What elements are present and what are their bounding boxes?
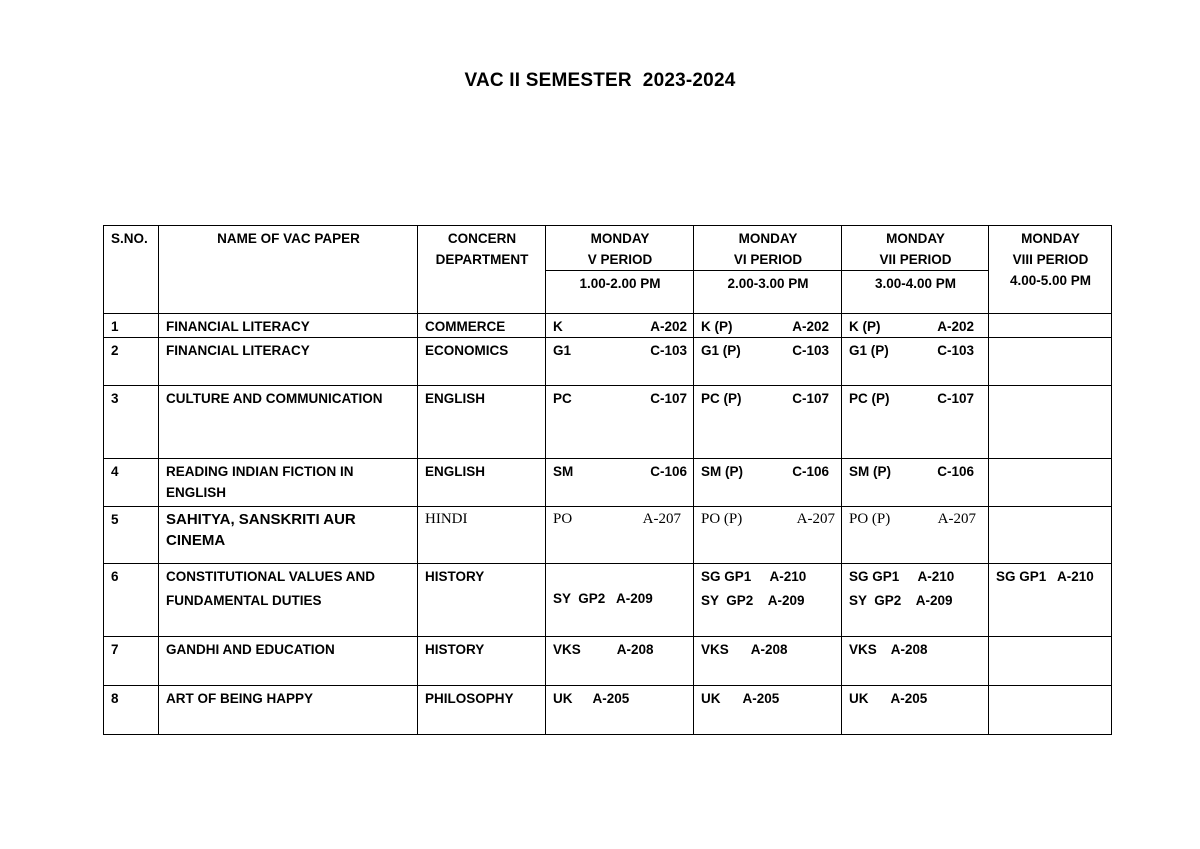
slot-cell [842,637,989,686]
period-label: V PERIOD [587,252,653,267]
room-code: A-205 [890,691,928,706]
room-code: C-107 [792,391,829,406]
room-code: C-103 [792,343,829,358]
department-header [418,226,546,314]
department-header-line1: CONCERN [447,231,517,246]
department-header-line2: DEPARTMENT [435,252,529,267]
slot-line: SG GP1 A-210 [849,569,955,584]
slot-cell-empty [989,314,1112,338]
timetable [103,225,1112,735]
sno-cell: 8 [104,686,159,735]
period-label: VII PERIOD [879,252,952,267]
table-row [104,459,1112,507]
teacher-code: VKS [701,642,729,657]
department-cell: ENGLISH [418,459,546,507]
slot-line: SG GP1 A-210 [996,569,1094,584]
time-label: 1.00-2.00 PM [546,271,694,314]
teacher-code: UK [553,691,573,706]
day-label: MONDAY [886,231,945,246]
room-code: C-103 [937,343,974,358]
room-code: C-106 [650,464,687,479]
period-viii-header [989,226,1112,314]
paper-name-cell: FINANCIAL LITERACY [159,314,418,338]
teacher-code: PC (P) [701,391,742,406]
teacher-code: PC (P) [849,391,890,406]
slot-line: SY GP2 A-209 [849,593,953,608]
teacher-code: VKS [553,642,581,657]
room-code: C-107 [650,391,687,406]
room-code: C-106 [937,464,974,479]
slot-cell [694,338,842,386]
time-label: 2.00-3.00 PM [694,271,842,314]
table-row [104,338,1112,386]
room-code: C-103 [650,343,687,358]
sno-cell: 3 [104,386,159,459]
period-label: VI PERIOD [733,252,803,267]
teacher-code: UK [701,691,721,706]
paper-name-cell: CULTURE AND COMMUNICATION [159,386,418,459]
slot-cell [842,314,989,338]
room-code: A-208 [750,642,788,657]
room-code: A-207 [796,511,835,527]
room-code: A-202 [937,319,974,334]
room-code: A-207 [642,511,681,527]
teacher-code: SM (P) [849,464,891,479]
table-row [104,564,1112,637]
slot-cell [694,686,842,735]
room-code: C-106 [792,464,829,479]
room-code: A-202 [650,319,687,334]
slot-cell-empty [989,637,1112,686]
paper-name-cell [159,564,418,637]
room-code: C-107 [937,391,974,406]
slot-cell [694,637,842,686]
slot-cell [694,314,842,338]
paper-name-cell: ART OF BEING HAPPY [159,686,418,735]
sno-cell: 6 [104,564,159,637]
slot-cell [546,338,694,386]
room-code: A-208 [890,642,928,657]
time-label: 3.00-4.00 PM [842,271,989,314]
slot-cell [546,637,694,686]
table-row [104,507,1112,564]
table-row [104,637,1112,686]
slot-cell [842,459,989,507]
teacher-code: K [553,319,563,334]
room-code: A-202 [792,319,829,334]
paper-name-line1: CONSTITUTIONAL VALUES AND [166,569,375,584]
slot-cell [694,386,842,459]
slot-cell-empty [989,386,1112,459]
teacher-code: UK [849,691,869,706]
slot-cell [546,686,694,735]
table-row [104,686,1112,735]
paper-name-line2: FUNDAMENTAL DUTIES [166,593,322,608]
teacher-code: SM (P) [701,464,743,479]
slot-cell [546,507,694,564]
slot-cell [694,507,842,564]
teacher-code: G1 [553,343,572,358]
time-label: 4.00-5.00 PM [1009,273,1092,288]
teacher-code: PO (P) [701,511,743,527]
sno-header: S.NO. [104,226,159,314]
slot-cell [546,386,694,459]
teacher-code: K (P) [701,319,733,334]
room-code: A-207 [937,511,976,527]
slot-cell [842,507,989,564]
slot-cell [989,564,1112,637]
department-cell: ECONOMICS [418,338,546,386]
teacher-code: SM [553,464,574,479]
room-code: A-208 [616,642,654,657]
slot-cell [546,459,694,507]
slot-cell [842,564,989,637]
slot-cell [546,314,694,338]
department-cell: ENGLISH [418,386,546,459]
room-code: A-205 [592,691,630,706]
slot-cell [842,386,989,459]
period-label: VIII PERIOD [1012,252,1089,267]
sno-cell: 1 [104,314,159,338]
department-cell: COMMERCE [418,314,546,338]
department-cell: HINDI [418,507,546,564]
slot-cell-empty [989,686,1112,735]
paper-name-cell [159,459,418,507]
teacher-code: K (P) [849,319,881,334]
sno-cell: 7 [104,637,159,686]
department-cell: PHILOSOPHY [418,686,546,735]
paper-name-line2: CINEMA [166,532,226,549]
department-cell: HISTORY [418,637,546,686]
slot-cell [694,564,842,637]
header-row [104,226,1112,271]
paper-name-line1: READING INDIAN FICTION IN [166,464,354,479]
slot-line: SY GP2 A-209 [553,591,653,606]
sno-cell: 2 [104,338,159,386]
paper-name-header: NAME OF VAC PAPER [159,226,418,314]
day-label: MONDAY [738,231,798,246]
slot-line: SG GP1 A-210 [701,569,807,584]
teacher-code: G1 (P) [701,343,741,358]
slot-cell [546,564,694,637]
slot-cell [842,338,989,386]
slot-cell [694,459,842,507]
day-label: MONDAY [1021,231,1080,246]
paper-name-line1: SAHITYA, SANSKRITI AUR [166,511,356,528]
page-title: VAC II SEMESTER 2023-2024 [464,70,736,91]
paper-name-cell: GANDHI AND EDUCATION [159,637,418,686]
teacher-code: PC [553,391,572,406]
teacher-code: PO [553,511,573,527]
department-cell: HISTORY [418,564,546,637]
slot-cell [842,686,989,735]
slot-cell-empty [989,338,1112,386]
table-row [104,386,1112,459]
slot-line: SY GP2 A-209 [701,593,805,608]
room-code: A-205 [742,691,780,706]
table-row [104,314,1112,338]
slot-cell-empty [989,459,1112,507]
teacher-code: G1 (P) [849,343,889,358]
teacher-code: PO (P) [849,511,891,527]
period-v-header [546,226,694,271]
sno-cell: 4 [104,459,159,507]
teacher-code: VKS [849,642,877,657]
paper-name-cell [159,507,418,564]
slot-cell-empty [989,507,1112,564]
paper-name-cell: FINANCIAL LITERACY [159,338,418,386]
day-label: MONDAY [590,231,650,246]
period-vi-header [694,226,842,271]
sno-cell: 5 [104,507,159,564]
period-vii-header [842,226,989,271]
paper-name-line2: ENGLISH [166,485,227,500]
